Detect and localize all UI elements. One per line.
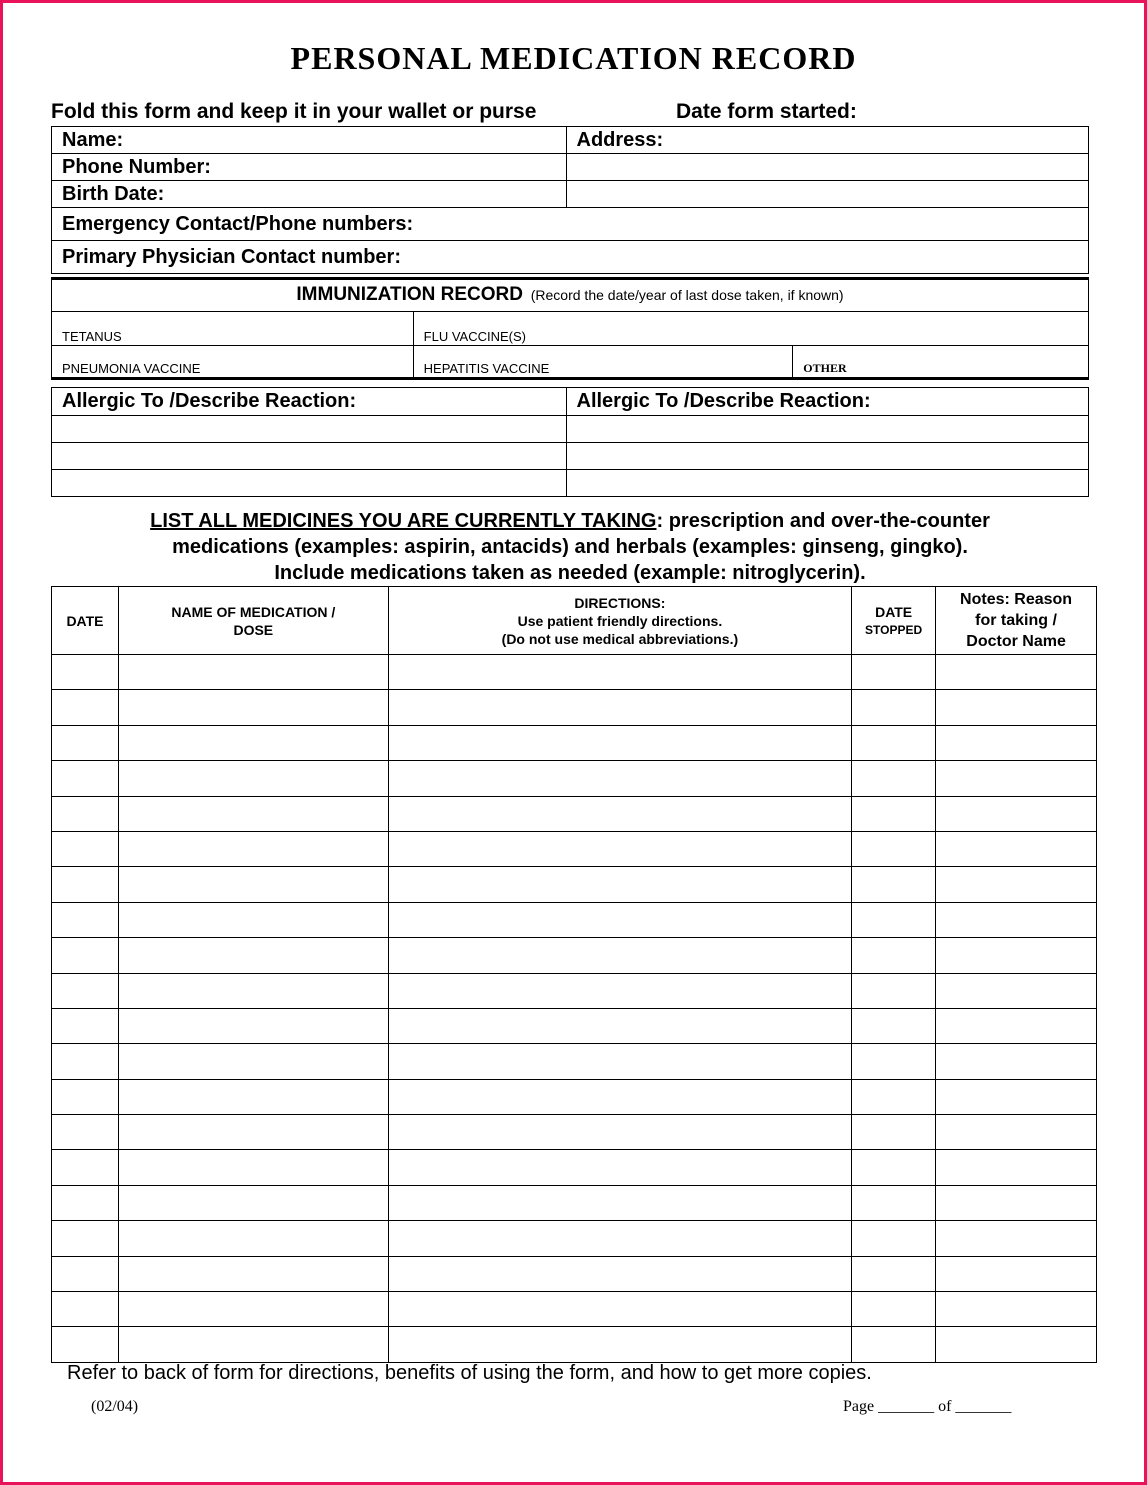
table-cell[interactable] xyxy=(852,1185,936,1220)
instructions-line1: : prescription and over-the-counter xyxy=(656,510,990,532)
col-medication-line2: DOSE xyxy=(233,621,274,638)
date-started-label: Date form started: xyxy=(676,100,857,123)
table-cell[interactable] xyxy=(388,973,851,1008)
table-cell[interactable] xyxy=(936,938,1097,973)
table-cell[interactable] xyxy=(388,725,851,760)
col-date-header: DATE xyxy=(52,587,119,655)
table-row xyxy=(52,1044,1097,1079)
table-cell[interactable] xyxy=(936,761,1097,796)
table-cell[interactable] xyxy=(936,1044,1097,1079)
form-version: (02/04) xyxy=(91,1398,139,1415)
col-medication-header xyxy=(118,587,388,655)
table-cell[interactable] xyxy=(936,1221,1097,1256)
table-cell[interactable] xyxy=(388,1079,851,1114)
table-cell[interactable] xyxy=(388,1150,851,1185)
table-row xyxy=(52,655,1097,690)
table-cell[interactable] xyxy=(118,973,388,1008)
tetanus-field[interactable]: TETANUS xyxy=(52,312,414,346)
table-cell[interactable] xyxy=(118,1185,388,1220)
name-field[interactable]: Name: xyxy=(52,127,567,154)
table-cell[interactable] xyxy=(936,1079,1097,1114)
instructions-line2: medications (examples: aspirin, antacids) and herbals (examples: ginseng, gingko). xyxy=(172,536,968,558)
table-cell[interactable] xyxy=(936,1150,1097,1185)
table-cell[interactable] xyxy=(52,796,119,831)
col-stopped-line2: STOPPED xyxy=(865,622,923,637)
table-cell[interactable] xyxy=(52,831,119,866)
medications-table xyxy=(51,586,1097,1363)
table-cell[interactable] xyxy=(52,1185,119,1220)
table-cell[interactable] xyxy=(52,938,119,973)
col-notes-line3: Doctor Name xyxy=(966,633,1066,650)
table-cell[interactable] xyxy=(852,902,936,937)
allergy-entry[interactable] xyxy=(52,470,567,497)
emergency-contact-field[interactable]: Emergency Contact/Phone numbers: xyxy=(52,208,1089,241)
table-row xyxy=(52,796,1097,831)
col-date-stopped-header xyxy=(852,587,936,655)
table-cell[interactable] xyxy=(52,1079,119,1114)
table-cell[interactable] xyxy=(388,1327,851,1362)
form-title: PERSONAL MEDICATION RECORD xyxy=(290,40,857,76)
table-row xyxy=(52,1292,1097,1327)
table-cell[interactable] xyxy=(852,867,936,902)
col-medication-line1: NAME OF MEDICATION / xyxy=(171,603,336,620)
table-row xyxy=(52,690,1097,725)
instructions-line3: Include medications taken as needed (example: nitroglycerin). xyxy=(274,562,866,584)
table-cell[interactable] xyxy=(852,938,936,973)
allergy-entry[interactable] xyxy=(566,470,1089,497)
table-cell[interactable] xyxy=(852,725,936,760)
col-notes-line2: for taking / xyxy=(975,612,1057,629)
table-cell[interactable] xyxy=(388,1044,851,1079)
instructions-heading: LIST ALL MEDICINES YOU ARE CURRENTLY TAKING xyxy=(150,510,657,532)
table-cell[interactable] xyxy=(118,1150,388,1185)
table-cell[interactable] xyxy=(936,902,1097,937)
table-cell[interactable] xyxy=(52,690,119,725)
immunization-note: (Record the date/year of last dose taken, if known) xyxy=(530,287,844,303)
personal-info-table xyxy=(51,126,1089,274)
allergy-entry[interactable] xyxy=(52,443,567,470)
table-cell[interactable] xyxy=(852,1008,936,1043)
table-cell[interactable] xyxy=(52,1150,119,1185)
col-notes-line1: Notes: Reason xyxy=(960,591,1073,608)
table-cell[interactable] xyxy=(852,1150,936,1185)
physician-contact-field[interactable]: Primary Physician Contact number: xyxy=(52,241,1089,274)
table-cell[interactable] xyxy=(852,796,936,831)
table-cell[interactable] xyxy=(852,1327,936,1362)
table-cell[interactable] xyxy=(936,725,1097,760)
table-row xyxy=(52,973,1097,1008)
table-cell[interactable] xyxy=(52,1292,119,1327)
table-cell[interactable] xyxy=(388,796,851,831)
other-vaccine-field[interactable] xyxy=(793,346,1089,379)
immunization-table xyxy=(51,277,1089,380)
immunization-heading xyxy=(52,279,1089,312)
table-cell[interactable] xyxy=(118,796,388,831)
page-number-line: Page _______ of _______ xyxy=(843,1398,1012,1415)
table-cell[interactable] xyxy=(388,1221,851,1256)
table-cell[interactable] xyxy=(52,1327,119,1362)
table-cell[interactable] xyxy=(118,1079,388,1114)
allergy-entry[interactable] xyxy=(566,416,1089,443)
hepatitis-vaccine-field[interactable]: HEPATITIS VACCINE xyxy=(413,346,793,379)
table-cell[interactable] xyxy=(118,867,388,902)
table-cell[interactable] xyxy=(118,1256,388,1291)
table-cell[interactable] xyxy=(936,973,1097,1008)
table-cell[interactable] xyxy=(52,1221,119,1256)
table-cell[interactable] xyxy=(852,1079,936,1114)
table-cell[interactable] xyxy=(852,1044,936,1079)
allergy-entry[interactable] xyxy=(566,443,1089,470)
table-cell[interactable] xyxy=(936,1327,1097,1362)
col-stopped-line1: DATE xyxy=(875,603,913,620)
table-cell[interactable] xyxy=(118,655,388,690)
table-row xyxy=(52,1221,1097,1256)
table-cell[interactable] xyxy=(388,902,851,937)
immunization-title: IMMUNIZATION RECORD xyxy=(296,284,523,305)
table-cell[interactable] xyxy=(852,1115,936,1150)
table-cell[interactable] xyxy=(52,1256,119,1291)
table-row xyxy=(52,1115,1097,1150)
table-cell[interactable] xyxy=(52,902,119,937)
address-line-3[interactable] xyxy=(566,181,1089,208)
table-cell[interactable] xyxy=(388,1256,851,1291)
table-cell[interactable] xyxy=(118,1327,388,1362)
table-cell[interactable] xyxy=(936,1008,1097,1043)
table-cell[interactable] xyxy=(118,1008,388,1043)
table-cell[interactable] xyxy=(388,938,851,973)
table-cell[interactable] xyxy=(936,655,1097,690)
table-cell[interactable] xyxy=(52,1008,119,1043)
address-field[interactable]: Address: xyxy=(566,127,1089,154)
table-cell[interactable] xyxy=(852,690,936,725)
footer-note: Refer to back of form for directions, benefits of using the form, and how to get more copies. xyxy=(67,1362,872,1384)
table-cell[interactable] xyxy=(118,902,388,937)
table-cell[interactable] xyxy=(52,725,119,760)
table-cell[interactable] xyxy=(388,1292,851,1327)
table-cell[interactable] xyxy=(118,938,388,973)
table-cell[interactable] xyxy=(52,655,119,690)
pneumonia-vaccine-field[interactable]: PNEUMONIA VACCINE xyxy=(52,346,414,379)
table-row xyxy=(52,831,1097,866)
table-cell[interactable] xyxy=(118,1221,388,1256)
table-row xyxy=(52,725,1097,760)
table-cell[interactable] xyxy=(118,725,388,760)
table-row xyxy=(52,902,1097,937)
table-cell[interactable] xyxy=(118,1044,388,1079)
table-cell[interactable] xyxy=(118,761,388,796)
table-cell[interactable] xyxy=(52,867,119,902)
col-directions-line2: Use patient friendly directions. xyxy=(517,612,723,629)
table-cell[interactable] xyxy=(388,761,851,796)
col-directions-line3: (Do not use medical abbreviations.) xyxy=(501,630,739,647)
table-cell[interactable] xyxy=(52,1115,119,1150)
col-directions-header xyxy=(388,587,851,655)
table-cell[interactable] xyxy=(52,1044,119,1079)
table-cell[interactable] xyxy=(388,655,851,690)
table-row xyxy=(52,1327,1097,1362)
table-cell[interactable] xyxy=(388,867,851,902)
table-cell[interactable] xyxy=(118,1115,388,1150)
allergy-table xyxy=(51,387,1089,497)
allergy-entry[interactable] xyxy=(52,416,567,443)
table-cell[interactable] xyxy=(118,1292,388,1327)
table-cell[interactable] xyxy=(936,796,1097,831)
table-cell[interactable] xyxy=(936,867,1097,902)
table-cell[interactable] xyxy=(936,1292,1097,1327)
table-cell[interactable] xyxy=(936,1185,1097,1220)
table-cell[interactable] xyxy=(852,1256,936,1291)
fold-note: Fold this form and keep it in your wallet or purse xyxy=(51,100,537,123)
table-row xyxy=(52,1185,1097,1220)
table-cell[interactable] xyxy=(388,690,851,725)
allergy-label-right: Allergic To /Describe Reaction: xyxy=(566,388,1089,416)
table-cell[interactable] xyxy=(936,1115,1097,1150)
table-cell[interactable] xyxy=(388,1008,851,1043)
table-cell[interactable] xyxy=(936,1256,1097,1291)
table-cell[interactable] xyxy=(118,831,388,866)
medication-instructions xyxy=(0,508,1140,586)
table-cell[interactable] xyxy=(852,973,936,1008)
table-cell[interactable] xyxy=(118,690,388,725)
table-row xyxy=(52,867,1097,902)
table-row xyxy=(52,761,1097,796)
medications-rows xyxy=(52,655,1097,1363)
table-row xyxy=(52,938,1097,973)
table-row xyxy=(52,1008,1097,1043)
table-cell[interactable] xyxy=(852,761,936,796)
table-cell[interactable] xyxy=(852,655,936,690)
table-cell[interactable] xyxy=(852,831,936,866)
table-cell[interactable] xyxy=(388,831,851,866)
other-label: OTHER xyxy=(803,361,847,375)
table-cell[interactable] xyxy=(388,1185,851,1220)
table-row xyxy=(52,1150,1097,1185)
birth-date-field[interactable]: Birth Date: xyxy=(52,181,567,208)
flu-vaccine-field[interactable]: FLU VACCINE(S) xyxy=(413,312,1088,346)
table-row xyxy=(52,1256,1097,1291)
col-notes-header xyxy=(936,587,1097,655)
allergy-label-left: Allergic To /Describe Reaction: xyxy=(52,388,567,416)
table-cell[interactable] xyxy=(852,1292,936,1327)
table-cell[interactable] xyxy=(52,761,119,796)
table-cell[interactable] xyxy=(388,1115,851,1150)
address-line-2[interactable] xyxy=(566,154,1089,181)
phone-field[interactable]: Phone Number: xyxy=(52,154,567,181)
table-cell[interactable] xyxy=(52,973,119,1008)
table-cell[interactable] xyxy=(936,831,1097,866)
table-cell[interactable] xyxy=(936,690,1097,725)
table-cell[interactable] xyxy=(852,1221,936,1256)
table-row xyxy=(52,1079,1097,1114)
col-directions-line1: DIRECTIONS: xyxy=(574,594,666,611)
